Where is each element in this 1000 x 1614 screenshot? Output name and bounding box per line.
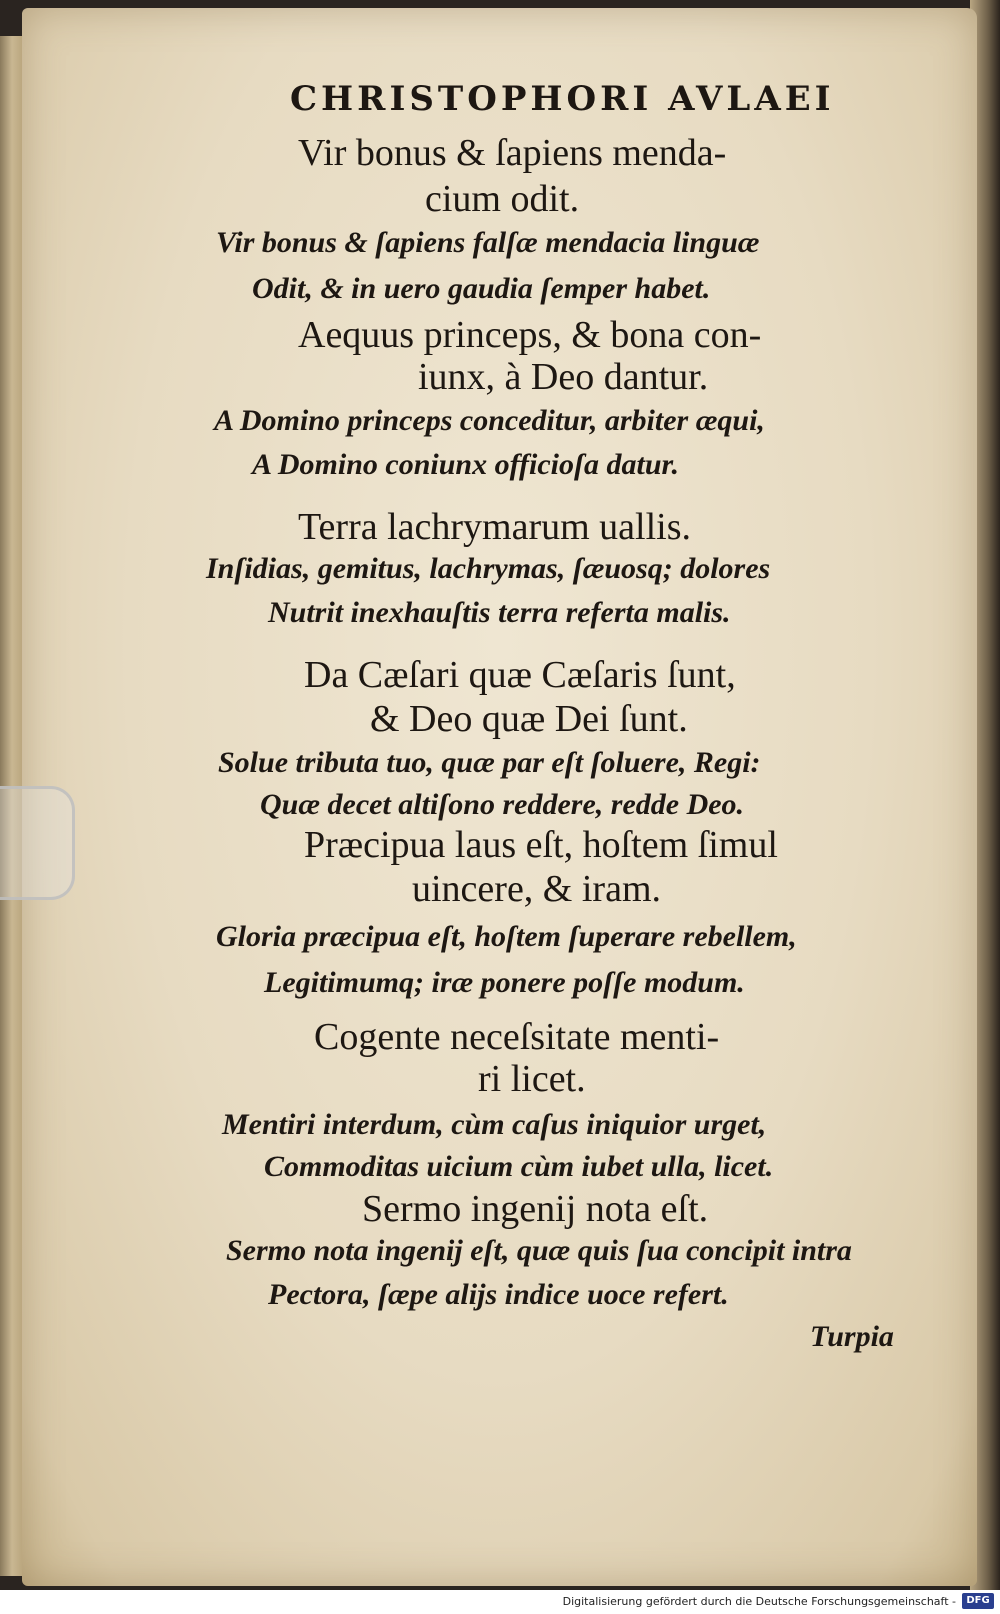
verse-line: Odit, & in uero gaudia ſemper habet. <box>252 272 711 305</box>
verse-line: Sermo nota ingenij eſt, quæ quis ſua concipit intra <box>226 1234 852 1267</box>
verse-line: Pectora, ſæpe alijs indice uoce refert. <box>268 1278 729 1311</box>
verse-line: A Domino princeps conceditur, arbiter æqui, <box>214 404 765 437</box>
proverb-line: uincere, & iram. <box>412 868 662 910</box>
proverb-line: Præcipua laus eſt, hoſtem ſimul <box>304 824 778 866</box>
dfg-logo-icon: DFG <box>962 1593 994 1609</box>
verse-line: Gloria præcipua eſt, hoſtem ſuperare rebellem, <box>216 920 797 953</box>
proverb-line: ri licet. <box>478 1058 586 1100</box>
proverb-line: Sermo ingenij nota eſt. <box>362 1188 709 1230</box>
verse-line: Nutrit inexhauſtis terra referta malis. <box>268 596 731 629</box>
digitization-footer <box>0 1590 1000 1614</box>
verse-line: Quæ decet altiſono reddere, redde Deo. <box>260 788 745 821</box>
proverb-line: Vir bonus & ſapiens menda- <box>298 132 727 174</box>
proverb-line: & Deo quæ Dei ſunt. <box>370 698 688 740</box>
verse-line: A Domino coniunx officioſa datur. <box>252 448 680 481</box>
proverb-line: Aequus princeps, & bona con- <box>298 314 762 356</box>
verse-line: Commoditas uicium cùm iubet ulla, licet. <box>264 1150 774 1183</box>
verse-line: Inſidias, gemitus, lachrymas, ſæuosq; dolores <box>206 552 771 585</box>
verse-line: Legitimumq; iræ ponere poſſe modum. <box>264 966 745 999</box>
catchword: Turpia <box>810 1320 894 1353</box>
running-title: CHRISTOPHORI AVLAEI <box>290 79 835 119</box>
proverb-line: iunx, à Deo dantur. <box>418 356 709 398</box>
verse-line: Vir bonus & ſapiens falſæ mendacia linguæ <box>216 226 760 259</box>
verse-line: Mentiri interdum, cùm caſus iniquior urget, <box>222 1108 767 1141</box>
proverb-line: Cogente neceſsitate menti- <box>314 1016 720 1058</box>
verse-line: Solue tributa tuo, quæ par eſt ſoluere, Regi: <box>218 746 761 779</box>
proverb-line: cium odit. <box>425 178 580 220</box>
proverb-line: Terra lachrymarum uallis. <box>298 506 692 548</box>
footer-credit: Digitalisierung gefördert durch die Deutsche Forschungsgemeinschaft - <box>562 1595 956 1608</box>
proverb-line: Da Cæſari quæ Cæſaris ſunt, <box>304 654 736 696</box>
